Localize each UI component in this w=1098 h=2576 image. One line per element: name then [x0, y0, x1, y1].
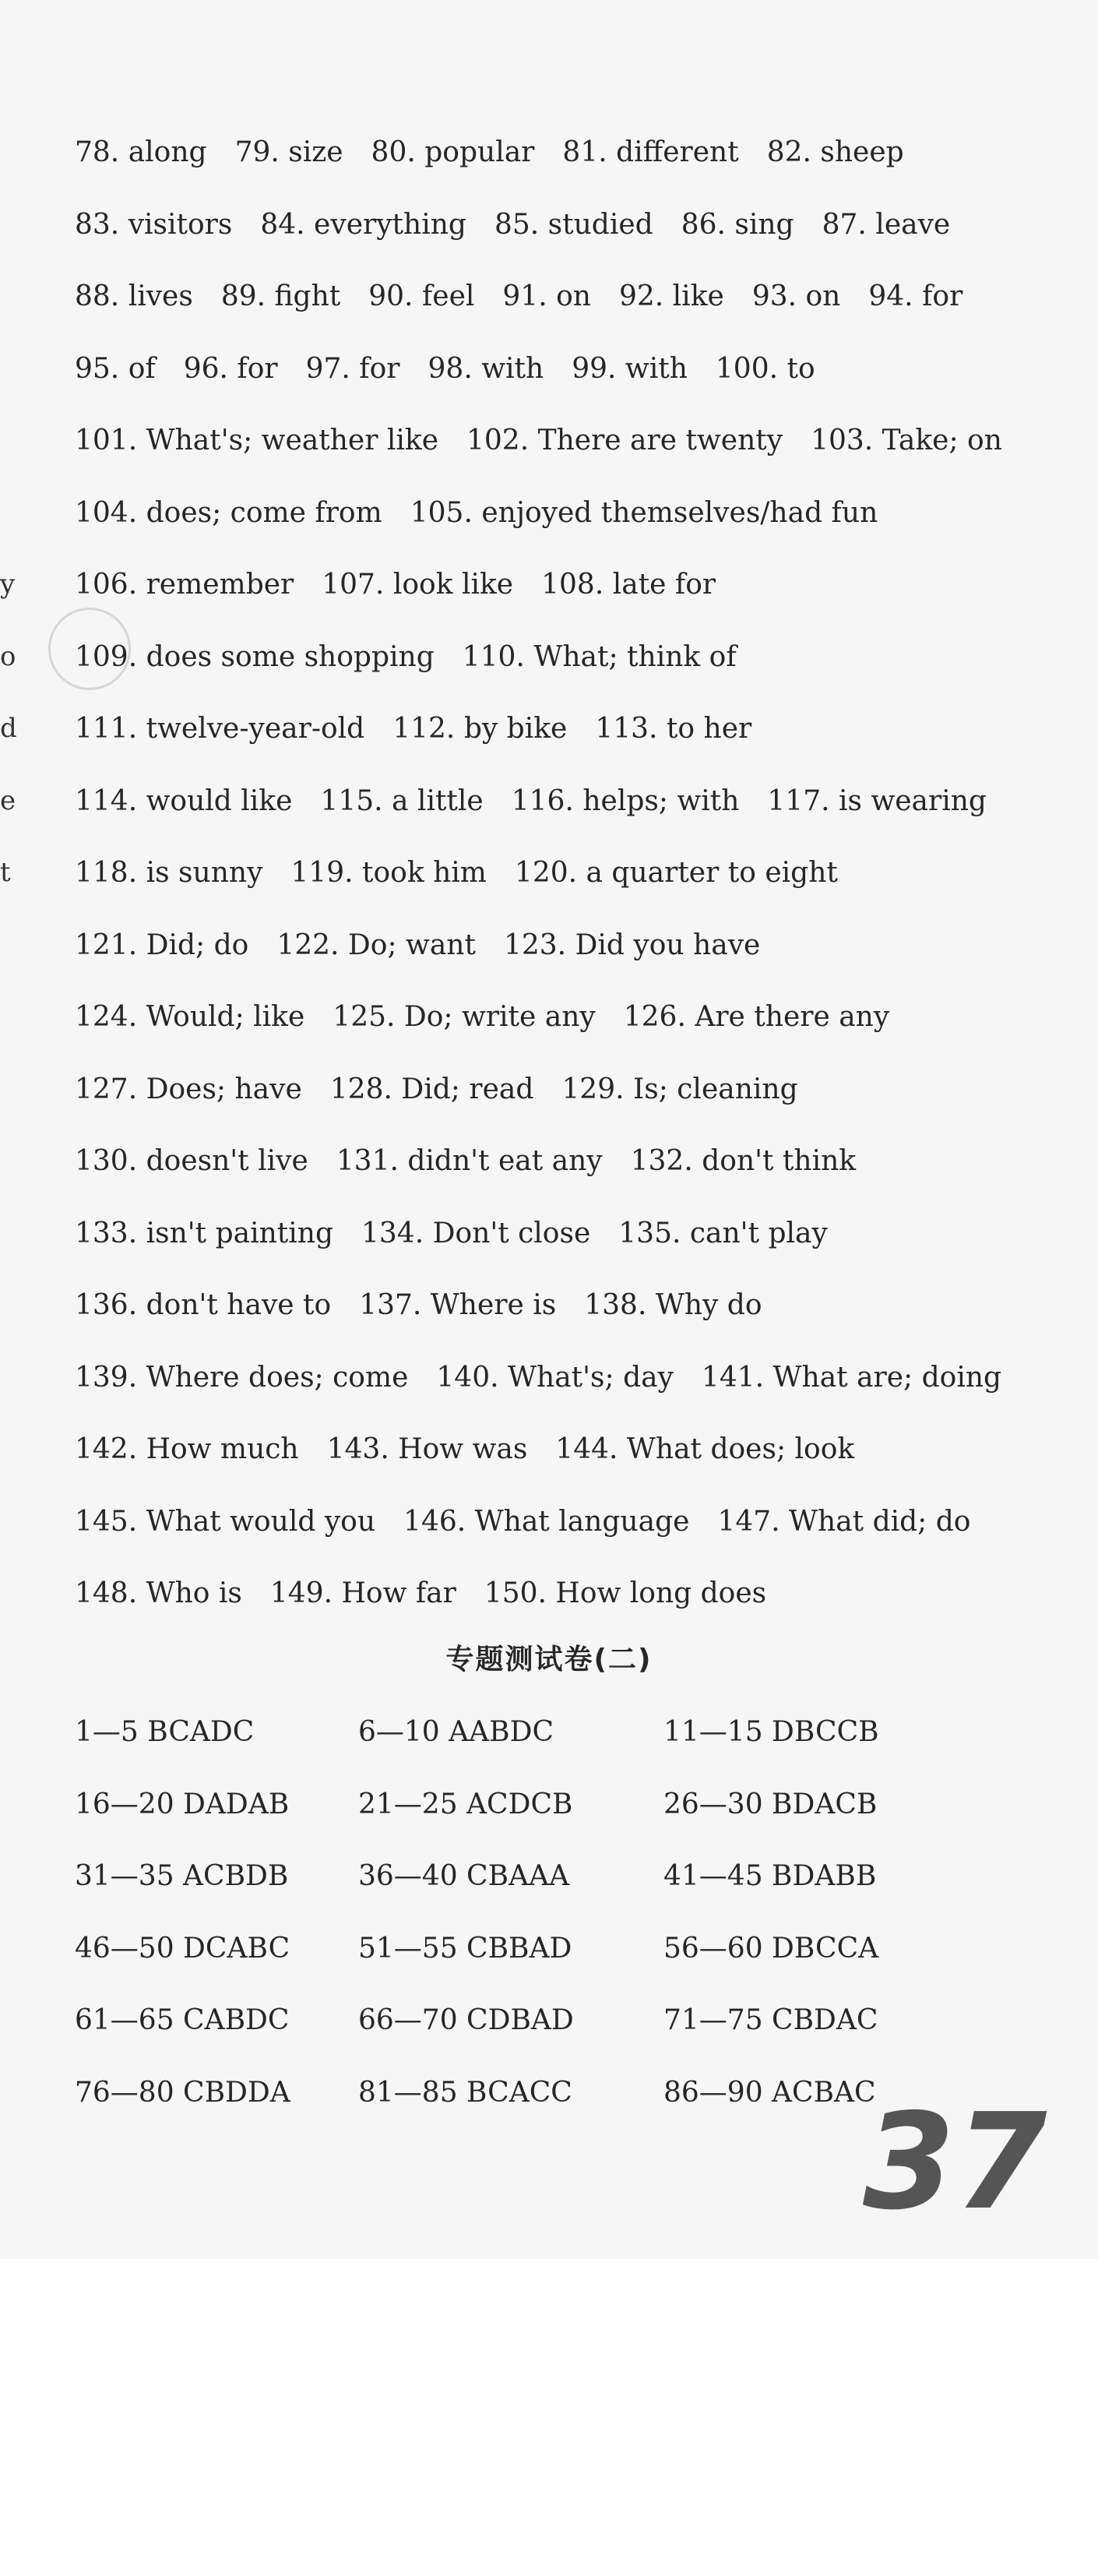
answer-item: 113. to her [595, 713, 752, 745]
answer-item: 96. for [183, 352, 278, 385]
choice-answer-cell: 31—35 ACBDB [75, 1860, 289, 1892]
answer-item: 129. Is; cleaning [561, 1073, 798, 1105]
answer-item: 98. with [428, 352, 544, 385]
answer-item: 104. does; come from [75, 496, 382, 529]
answer-item: 142. How much [75, 1433, 299, 1465]
answer-line [75, 1426, 882, 1473]
answer-item: 110. What; think of [462, 640, 737, 673]
answer-item: 116. helps; with [511, 784, 740, 817]
answer-item: 131. didn't eat any [336, 1145, 603, 1177]
answer-item: 84. everything [260, 208, 466, 241]
choice-answer-cell: 66—70 CDBAD [358, 2004, 574, 2036]
choice-answer-cell: 41—45 BDABB [663, 1860, 877, 1892]
answer-line [75, 850, 866, 897]
answer-item: 118. is sunny [75, 857, 263, 889]
answer-item: 141. What are; doing [701, 1361, 1002, 1394]
answer-item: 136. don't have to [75, 1289, 332, 1321]
answer-line [75, 418, 1030, 464]
answer-line [75, 129, 932, 176]
answer-item: 150. How long does [484, 1577, 767, 1609]
answer-line [75, 562, 744, 608]
answer-item: 103. Take; on [811, 425, 1002, 456]
choice-answer-cell: 71—75 CBDAC [663, 2004, 878, 2036]
choice-answer-cell: 46—50 DCABC [75, 1932, 290, 1965]
answer-item: 78. along [75, 136, 207, 168]
choice-answer-cell: 21—25 ACDCB [358, 1788, 573, 1820]
answer-item: 106. remember [75, 569, 294, 601]
answer-item: 108. late for [541, 569, 716, 601]
answer-item: 121. Did; do [75, 929, 249, 961]
answer-item: 117. is wearing [767, 784, 987, 817]
choice-answer-cell: 61—65 CABDC [75, 2004, 290, 2036]
answer-item: 134. Don't close [361, 1217, 591, 1249]
answer-item: 99. with [572, 352, 688, 385]
choice-answer-cell: 51—55 CBBAD [358, 1932, 572, 1965]
answer-item: 124. Would; like [75, 1001, 305, 1033]
answer-item: 92. like [618, 280, 724, 312]
answer-item: 147. What did; do [717, 1505, 971, 1538]
answer-item: 127. Does; have [75, 1073, 302, 1105]
answer-item: 95. of [75, 352, 156, 385]
answer-item: 145. What would you [75, 1505, 376, 1538]
answer-line [75, 634, 765, 681]
answer-item: 132. don't think [630, 1145, 857, 1177]
answer-item: 88. lives [75, 280, 193, 312]
answer-line [75, 1210, 856, 1257]
answer-item: 133. isn't painting [75, 1217, 333, 1249]
margin-letter: t [0, 857, 11, 888]
answer-line [75, 1282, 790, 1329]
answer-line [75, 490, 906, 537]
answer-item: 126. Are there any [623, 1001, 890, 1033]
answer-item: 125. Do; write any [333, 1001, 596, 1033]
answer-item: 128. Did; read [329, 1073, 534, 1105]
answer-item: 112. by bike [392, 713, 568, 745]
answer-item: 123. Did you have [503, 929, 761, 961]
answer-line [75, 346, 843, 393]
answer-item: 138. Why do [584, 1289, 762, 1321]
margin-letter: y [0, 569, 16, 600]
answer-item: 135. can't play [618, 1217, 828, 1249]
blank-bottom-area [0, 2259, 1098, 2576]
answer-item: 102. There are twenty [466, 425, 783, 456]
page-number: 37 [863, 2085, 1047, 2239]
choice-answer-cell: 86—90 ACBAC [663, 2076, 876, 2109]
margin-letter: o [0, 641, 16, 672]
answer-item: 86. sing [681, 208, 794, 241]
answer-line [75, 706, 780, 752]
answer-line [75, 202, 978, 248]
answer-item: 137. Where is [359, 1289, 557, 1321]
answer-item: 148. Who is [75, 1577, 242, 1609]
answer-item: 130. doesn't live [75, 1145, 308, 1177]
answer-line [75, 922, 788, 969]
section-title: 专题测试卷(二) [445, 1644, 653, 1676]
answer-item: 119. took him [290, 857, 487, 889]
choice-answer-cell: 36—40 CBAAA [358, 1860, 570, 1892]
choice-answer-cell: 26—30 BDACB [663, 1788, 878, 1820]
answer-line [75, 1138, 884, 1185]
answer-line [75, 1570, 794, 1617]
choice-answer-cell: 76—80 CBDDA [75, 2076, 290, 2109]
answer-item: 100. to [715, 352, 815, 385]
answer-item: 97. for [305, 352, 400, 385]
answer-item: 111. twelve-year-old [75, 713, 365, 745]
answer-item: 93. on [751, 280, 841, 312]
answer-item: 82. sheep [766, 136, 904, 168]
answer-line [75, 994, 917, 1041]
answer-line [75, 1355, 1029, 1401]
choice-answer-cell: 56—60 DBCCA [663, 1932, 879, 1965]
answer-item: 81. different [562, 136, 739, 168]
answer-item: 140. What's; day [436, 1361, 674, 1394]
answer-item: 85. studied [494, 208, 653, 241]
answer-item: 90. feel [368, 280, 475, 312]
answer-item: 107. look like [322, 569, 514, 601]
answer-line [75, 273, 991, 320]
choice-answer-cell: 16—20 DADAB [75, 1788, 290, 1820]
answer-item: 91. on [502, 280, 591, 312]
answer-item: 146. What language [403, 1505, 690, 1538]
answer-line [75, 778, 1015, 825]
margin-letter: d [0, 713, 17, 744]
answer-item: 83. visitors [75, 208, 233, 241]
answer-item: 144. What does; look [555, 1433, 855, 1465]
answer-item: 109. does some shopping [75, 640, 435, 673]
answer-item: 149. How far [269, 1577, 456, 1609]
answer-item: 79. size [234, 136, 343, 168]
answer-item: 80. popular [371, 136, 535, 168]
answer-item: 122. Do; want [276, 929, 476, 961]
answer-item: 115. a little [320, 784, 484, 817]
margin-letter: e [0, 785, 16, 816]
answer-item: 139. Where does; come [75, 1361, 409, 1394]
answer-item: 94. for [868, 280, 963, 312]
answer-line [75, 1066, 826, 1113]
choice-answer-cell: 1—5 BCADC [75, 1716, 255, 1748]
answer-item: 120. a quarter to eight [514, 857, 838, 889]
answer-item: 143. How was [326, 1433, 528, 1465]
answer-item: 101. What's; weather like [75, 425, 438, 456]
answer-item: 89. fight [220, 280, 341, 312]
answer-item: 114. would like [75, 784, 293, 817]
answer-item: 105. enjoyed themselves/had fun [410, 496, 878, 529]
choice-answer-cell: 6—10 AABDC [358, 1716, 554, 1748]
choice-answer-cell: 11—15 DBCCB [663, 1716, 879, 1748]
answer-item: 87. leave [822, 208, 951, 241]
choice-answer-cell: 81—85 BCACC [358, 2076, 572, 2109]
answer-line [75, 1499, 998, 1545]
